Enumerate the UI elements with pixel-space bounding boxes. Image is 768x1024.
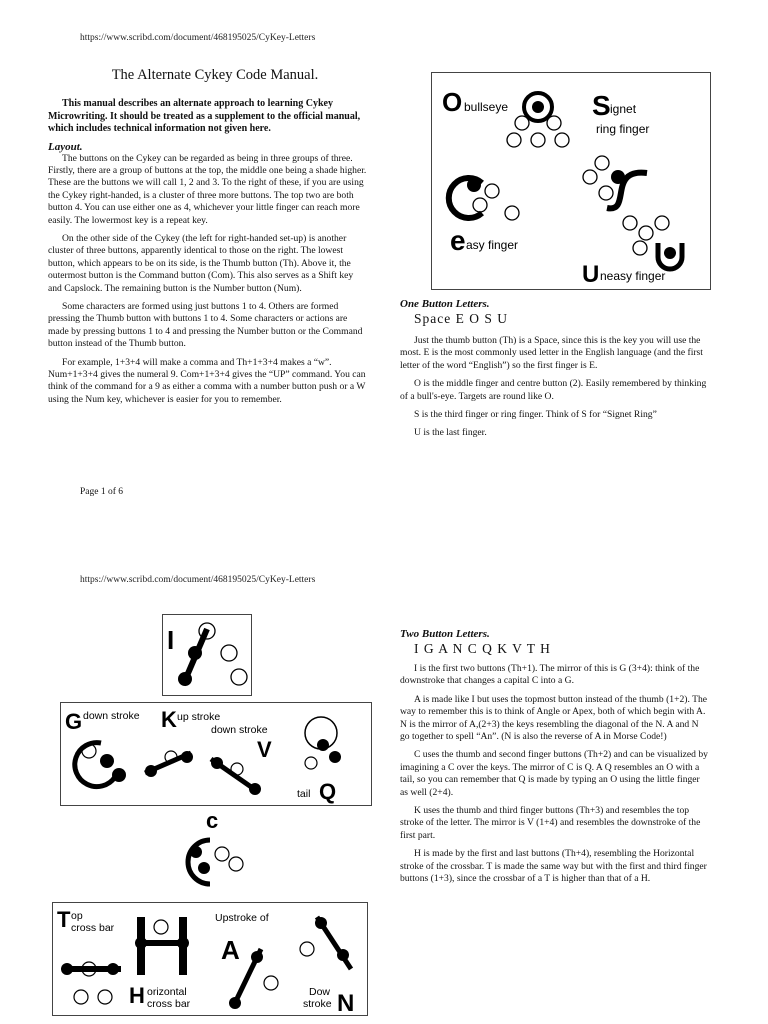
one-button-heading: One Button Letters.: [400, 298, 490, 310]
h-big-letter: H: [129, 983, 145, 1008]
two-button-heading: Two Button Letters.: [400, 628, 490, 640]
button-circle: [505, 206, 519, 220]
button-circle: [154, 920, 168, 934]
button-circle: [221, 645, 237, 661]
button-circle: [515, 116, 529, 130]
pressed-button: [181, 751, 193, 763]
layout-paragraph-4: For example, 1+3+4 will make a comma and Th+1+3+4 makes a “w”. Num+1+3+4 gives the numeral 9. Com+1+3+4 gives the “UP” command. You can think of the command for a 9 as either a comma with a number button push or a W using the Num key, whichever is easier for you to remember.: [48, 356, 366, 405]
page2-right-column: [400, 628, 710, 892]
q-label: tail: [297, 788, 311, 800]
than-figure: [52, 902, 368, 1016]
pressed-button: [177, 937, 189, 949]
one-button-paragraph-3: S is the third finger or ring finger. Think of S for “Signet Ring”: [414, 409, 657, 421]
page1-number: Page 1 of 6: [80, 487, 124, 497]
c-diagram: [176, 808, 256, 890]
c-big-letter: c: [206, 808, 219, 833]
button-circle: [599, 186, 613, 200]
button-circle: [655, 216, 669, 230]
button-circle: [507, 133, 521, 147]
button-circle: [231, 669, 247, 685]
pressed-button: [188, 646, 202, 660]
layout-heading: Layout.: [48, 140, 83, 153]
g-label: down stroke: [83, 710, 140, 722]
s-label-2: ring finger: [596, 122, 650, 136]
pressed-button: [315, 917, 327, 929]
pressed-button: [100, 754, 114, 768]
one-button-paragraph-4: U is the last finger.: [414, 427, 487, 439]
pressed-button: [178, 672, 192, 686]
one-button-figure: [431, 72, 711, 290]
two-button-paragraph-1: I is the first two buttons (Th+1). The mirror of this is G (3+4): think of the downstroke that changes a capital C into a G.: [400, 663, 700, 687]
pressed-button: [249, 783, 261, 795]
t-big-letter: T: [57, 907, 71, 932]
k-label-1: up stroke: [177, 711, 221, 723]
gkvq-figure: [60, 702, 372, 806]
n-big-letter: N: [337, 990, 355, 1015]
n-label-2: stroke: [303, 998, 332, 1010]
button-circle: [473, 198, 487, 212]
c-figure: [176, 808, 256, 890]
c-stroke: [188, 840, 210, 884]
h-label-1: orizontal: [147, 986, 187, 998]
pressed-button: [664, 247, 676, 259]
h-label-2: cross bar: [147, 998, 191, 1010]
two-button-paragraph-5: H is made by the first and last buttons (Th+4), resembling the Horizontal stroke of the crossbar. T is made the same way but with the first and third finger buttons (1+3), since the crossbar of a T is higher than that of a H.: [400, 848, 707, 885]
button-circle: [215, 847, 229, 861]
pressed-button: [190, 846, 202, 858]
pressed-button: [329, 751, 341, 763]
button-circle: [583, 170, 597, 184]
one-button-letters: Space E O S U: [414, 311, 508, 326]
t-label-2: cross bar: [71, 922, 115, 934]
s-label-1: ignet: [610, 102, 637, 116]
pressed-button: [112, 768, 126, 782]
layout-paragraph-3: Some characters are formed using just buttons 1 to 4. Others are formed pressing the Thumb button with buttons 1 to 4. Some characters or actions are made by pressing buttons 1 to 4 and pressing the Number button or the Command button instead of the Thumb button.: [48, 300, 363, 350]
a-label: Upstroke of: [215, 912, 269, 924]
layout-paragraph-1: The buttons on the Cykey can be regarded as being in three groups of three. Firstly, there are a group of buttons at the top, the middle one being a shade higher. These are the buttons we will call 1, 2 and 3. To the right of these, if you are using the Cykey right-handed, is a cluster of three more buttons. The top two are both button 4. You can use either one as 4, whichever your little finger can reach more easily. The lowermost key is a repeat key.: [48, 152, 367, 226]
button-circle: [547, 116, 561, 130]
button-circle: [633, 241, 647, 255]
pressed-button: [467, 178, 481, 192]
k-label-2: down stroke: [211, 724, 268, 736]
i-figure: [162, 614, 252, 696]
gkvq-diagram: [61, 703, 371, 805]
two-button-paragraph-2: A is made like I but uses the topmost button instead of the thumb (1+2). The way to remember this is to think of Angle or Apex, both of which begin with A. N is the mirror of A,(2+3) the keys resembling the diagonal of the N. A and N go together to spell “An”. (N is also the reverse of A in Morse Code!): [400, 693, 708, 743]
button-circle: [531, 133, 545, 147]
layout-paragraph-2: On the other side of the Cykey (the left for right-handed set-up) is another cluster of three buttons, apparently identical to those on the right. The lowest button, which appears to be on its side, is the Thumb button (Th). Above it, the outermost button is the Command button (Com). This also serves as a Shift key and Capslock. The remaining button is the Number button (Num).: [48, 232, 354, 294]
n-label-1: Dow: [309, 986, 331, 998]
bullseye-button: [532, 101, 544, 113]
e-label: asy finger: [466, 238, 519, 252]
button-circle: [229, 857, 243, 871]
button-circle: [305, 757, 317, 769]
a-big-letter: A: [221, 935, 240, 965]
page1-url[interactable]: https://www.scribd.com/document/468195025/CyKey-Letters: [80, 33, 316, 43]
pressed-button: [251, 951, 263, 963]
page1-right-column: [400, 298, 710, 446]
e-big-letter: e: [450, 225, 466, 256]
one-button-paragraph-1: Just the thumb button (Th) is a Space, since this is the key you will use the most. E is the most commonly used letter in the English language (and the first letter of the word “English”) so the first finger is E.: [400, 335, 703, 371]
pressed-button: [135, 937, 147, 949]
t-label-1: op: [71, 910, 83, 922]
button-circle: [639, 226, 653, 240]
pressed-button: [198, 862, 210, 874]
button-circle: [623, 216, 637, 230]
q-big-letter: Q: [319, 779, 337, 804]
two-button-paragraph-3: C uses the thumb and second finger buttons (Th+2) and can be visualized by imagining a C over the keys. The mirror of C is Q. A Q resembles an O with a tail, so you can remember that Q is made by typing an O using the little finger as well (2+4).: [400, 749, 708, 798]
g-big-letter: G: [65, 709, 83, 734]
than-diagram: [53, 903, 367, 1015]
u-big-letter: U: [582, 261, 600, 288]
pressed-button: [145, 765, 157, 777]
i-diagram: [163, 615, 251, 695]
two-button-letters: I G A N C Q K V T H: [414, 641, 551, 656]
pressed-button: [229, 997, 241, 1009]
one-button-diagram: [432, 73, 710, 289]
two-button-paragraph-4: K uses the thumb and third finger buttons (Th+3) and resembles the top stroke of the letter. The mirror is V (1+4) and resembles the downstroke of the first part.: [400, 805, 701, 841]
pressed-button: [337, 949, 349, 961]
button-circle: [300, 942, 314, 956]
page1-left-column: [48, 98, 368, 412]
page2-url[interactable]: https://www.scribd.com/document/468195025/CyKey-Letters: [80, 575, 316, 585]
pressed-button: [611, 170, 625, 184]
k-big-letter: K: [161, 707, 177, 732]
o-label: bullseye: [464, 100, 509, 114]
s-big-letter: S: [592, 90, 611, 121]
intro-paragraph: This manual describes an alternate approach to learning Cykey Microwriting. It should be treated as a supplement to the official manual, which includes technical information not given here.: [48, 98, 361, 134]
button-circle: [555, 133, 569, 147]
button-circle: [595, 156, 609, 170]
button-circle: [264, 976, 278, 990]
page1-title: The Alternate Cykey Code Manual.: [111, 67, 319, 83]
pressed-button: [317, 739, 329, 751]
u-label: neasy finger: [600, 269, 666, 283]
button-circle: [74, 990, 88, 1004]
i-big-letter: I: [167, 625, 175, 655]
pressed-button: [107, 963, 119, 975]
button-circle: [485, 184, 499, 198]
pressed-button: [211, 757, 223, 769]
button-circle: [98, 990, 112, 1004]
o-big-letter: O: [442, 87, 463, 117]
one-button-paragraph-2: O is the middle finger and centre button (2). Easily remembered by thinking of a bull's-eye. Targets are round like O.: [400, 378, 707, 402]
v-big-letter: V: [257, 737, 272, 762]
pressed-button: [61, 963, 73, 975]
button-circle: [231, 763, 243, 775]
